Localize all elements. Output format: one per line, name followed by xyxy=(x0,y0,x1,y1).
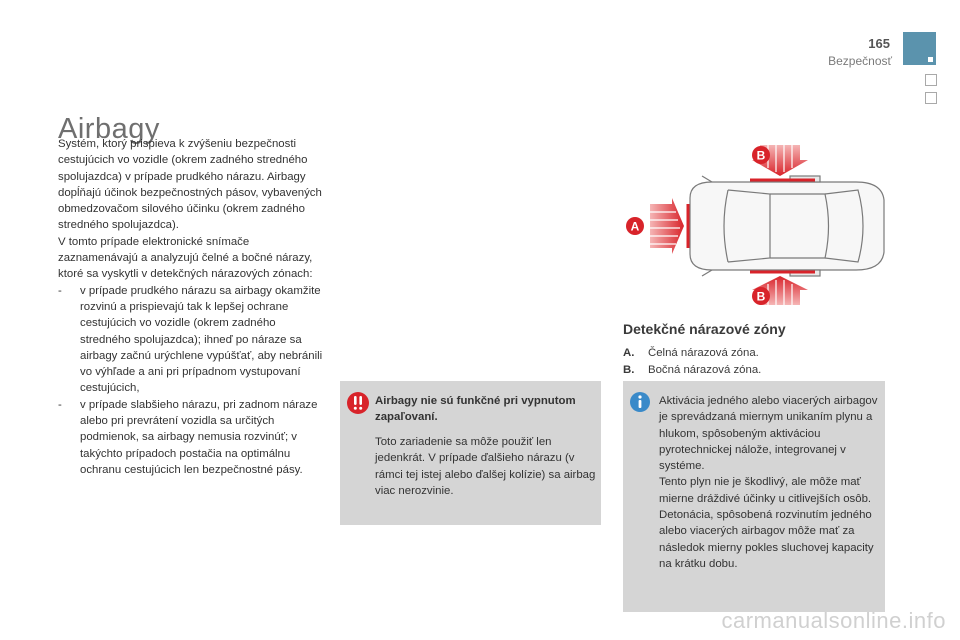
section-label: Bezpečnosť xyxy=(828,54,892,68)
list-item xyxy=(623,345,761,362)
zone-a-label: A xyxy=(630,219,640,234)
info-box xyxy=(623,381,885,612)
intro-paragraph: V tomto prípade elektronické snímače zaznamenávajú a analyzujú čelné a bočné nárazy, ktoré sa vyskytli v detekčných nárazových zónach: xyxy=(58,235,313,281)
list-item-text: v prípade prudkého nárazu sa airbagy okamžite rozvinú a prispievajú tak k lepšej ochrane cestujúcich vo vozidle (okrem zadného stredného spolujazdca); ihneď po náraze sa airbagy začnú urýchlene vypúšťať, aby nebránili vo výhľade a ani pri prípadnom vystupovaní cestujúcich, xyxy=(80,284,323,395)
zone-b-label-bottom: B xyxy=(756,289,766,304)
zones-list xyxy=(623,345,761,379)
zone-letter: A. xyxy=(623,347,635,359)
info-paragraph: Aktivácia jedného alebo viacerých airbagov je sprevádzaná miernym unikaním plynu a hlukom, spôsobeným aktiváciou pyrotechnickej náložе, integrovanej v systéme. xyxy=(659,395,878,473)
zone-letter: B. xyxy=(623,364,635,376)
list-item-text: v prípade slabšieho nárazu, pri zadnom náraze alebo pri prevrátení vozidla sa určitých podmienok, sa airbagy nemusia rozvinúť; v takýchto prípadoch postačia na optimálnu ochranu cestujúcich len bezpečnostné pásy. xyxy=(80,398,318,476)
info-icon xyxy=(630,392,650,412)
page-title: Airbagy xyxy=(58,113,160,146)
front-impact-arrow-icon xyxy=(650,198,684,254)
warning-exclamation-icon xyxy=(347,392,369,414)
warning-text: Toto zariadenie sa môže použiť len jedenkrát. V prípade ďalšieho nárazu (v rámci tej istej alebo ďalšej kolízie) sa airbag viac nerozvinie. xyxy=(375,436,596,497)
list-item xyxy=(58,397,328,478)
watermark: carmanualsonline.info xyxy=(721,608,946,633)
zone-text: Čelná nárazová zóna. xyxy=(648,347,759,359)
zone-text: Bočná nárazová zóna. xyxy=(648,364,762,376)
warning-box xyxy=(340,381,601,525)
chapter-tab[interactable] xyxy=(925,92,937,104)
list-item xyxy=(58,283,328,397)
car-outline-icon xyxy=(690,176,884,276)
bullet-marker: - xyxy=(58,284,62,297)
info-text xyxy=(659,393,881,572)
intro-paragraph: Systém, ktorý prispieva k zvýšeniu bezpečnosti cestujúcich vo vozidle (okrem zadného stredného spolujazdca) v prípade prudkého nárazu. Airbagy dopĺňajú účinok bezpečnostných pásov, vybavených obmedzovačom silového účinku (okrem zadného stredného spolujazdca). xyxy=(58,138,322,232)
page-number: 165 xyxy=(868,36,890,51)
bullet-marker: - xyxy=(58,398,62,411)
list-item xyxy=(623,362,761,379)
zones-heading: Detekčné nárazové zóny xyxy=(623,321,786,337)
zone-b-label-top: B xyxy=(756,148,766,163)
intro-text xyxy=(58,136,328,478)
info-paragraph: Tento plyn nie je škodlivý, ale môže mať mierne dráždivé účinky u citlivejších osôb. xyxy=(659,476,872,505)
chapter-tab-active[interactable] xyxy=(903,32,936,65)
chapter-tab[interactable] xyxy=(925,74,937,86)
warning-title: Airbagy nie sú funkčné pri vypnutom zapaľovaní. xyxy=(375,395,576,423)
info-paragraph: Detonácia, spôsobená rozvinutím jedného alebo viacerých airbagov môže mať za následok mierny pokles sluchovej kapacity na krátku dobu. xyxy=(659,509,874,570)
impact-zones-diagram xyxy=(620,140,900,310)
